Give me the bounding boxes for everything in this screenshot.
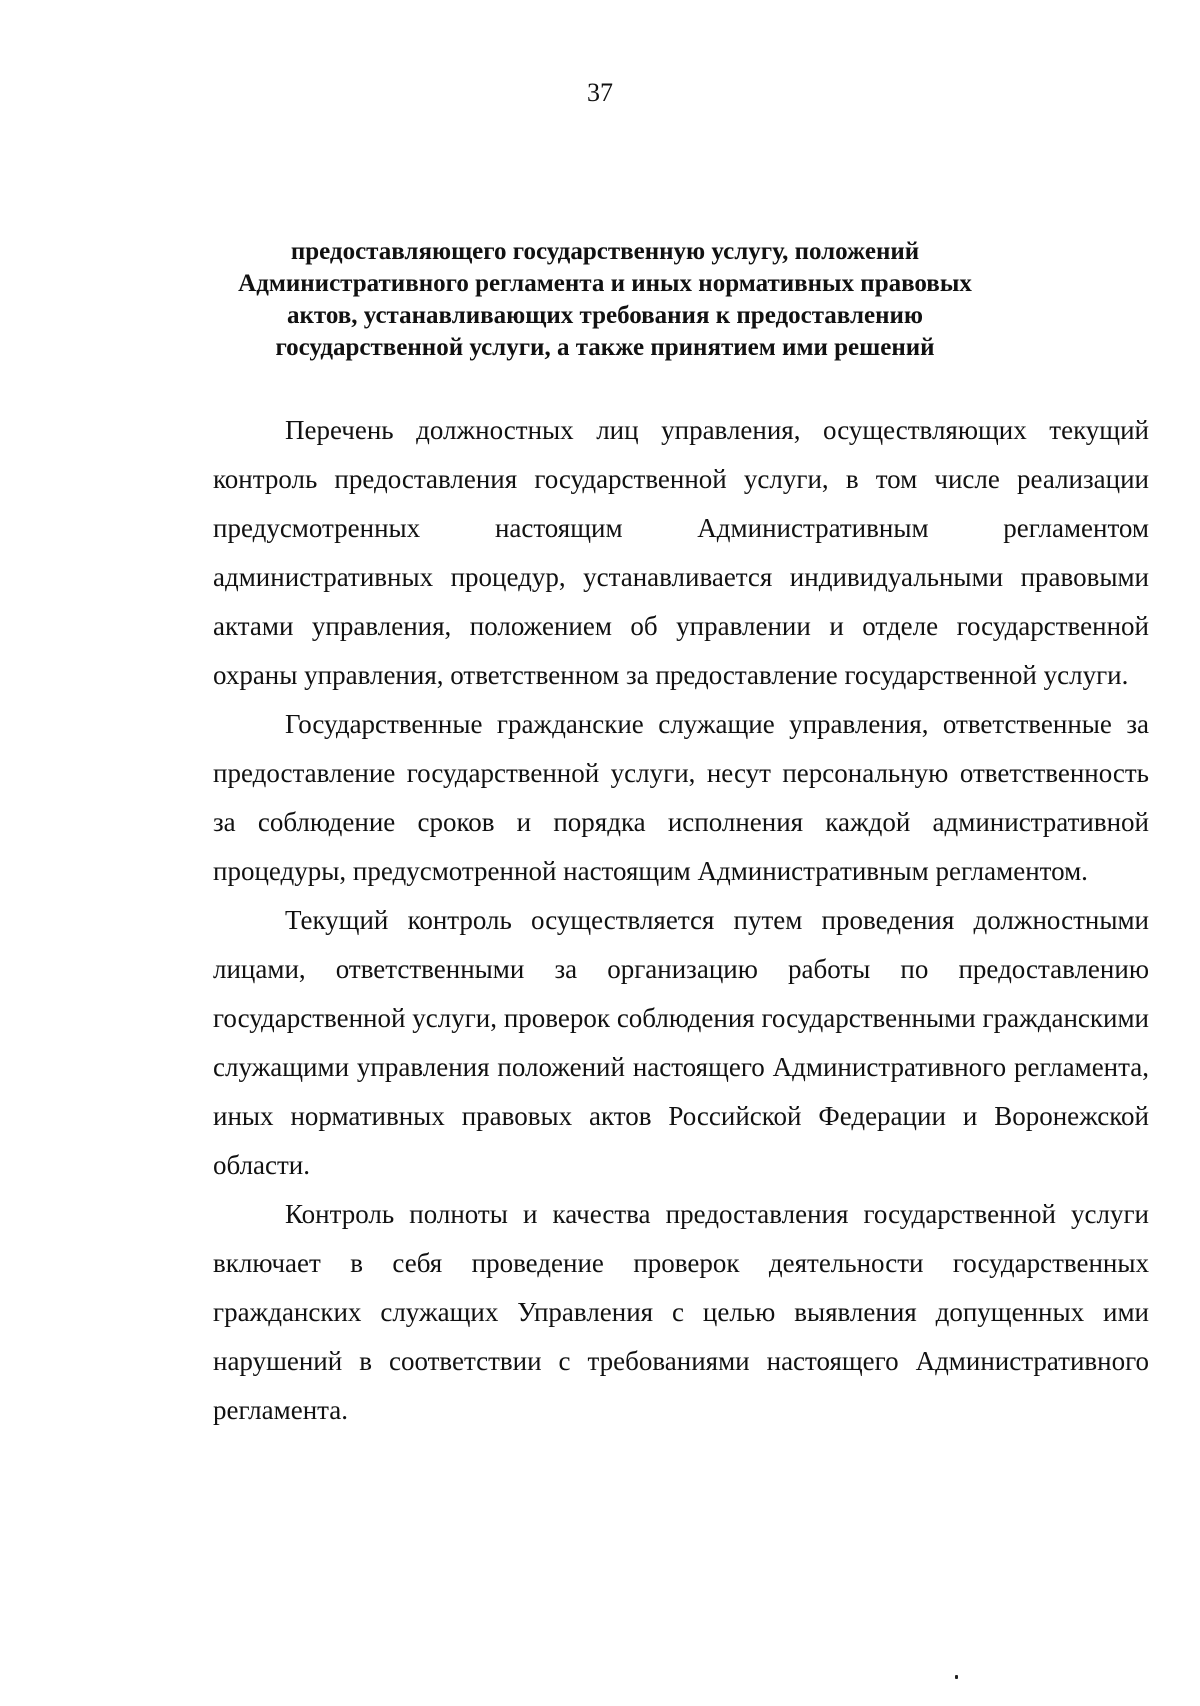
paragraph-current-control: Текущий контроль осуществляется путем проведения должностными лицами, ответственными за организацию работы по предоставлению государственной услуги, проверок соблюдения государственными гражданскими служащими управления положений настоящего Административного регламента, иных нормативных правовых актов Российской Федерации и Воронежской области. — [213, 905, 1149, 1180]
paragraph-quality-control: Контроль полноты и качества предоставления государственной услуги включает в себя проведение проверок деятельности государственных гражданских служащих Управления с целью выявления допущенных ими нарушений в соответствии с требованиями настоящего Административного регламента. — [213, 1199, 1149, 1425]
paragraph-officials-list: Перечень должностных лиц управления, осуществляющих текущий контроль предоставления государственной услуги, в том числе реализации предусмотренных настоящим Административным регламентом административных процедур, устанавливается индивидуальными правовыми актами управления, положением об управлении и отделе государственной охраны управления, ответственном за предоставление государственной услуги. — [213, 415, 1149, 690]
page-number: 37 — [587, 78, 613, 107]
paragraph-civil-servants-responsibility: Государственные гражданские служащие управления, ответственные за предоставление государственной услуги, несут персональную ответственность за соблюдение сроков и порядка исполнения каждой административной процедуры, предусмотренной настоящим Административным регламентом. — [213, 709, 1149, 886]
document-body — [213, 406, 1149, 1435]
scan-speck — [955, 1675, 958, 1679]
section-heading: предоставляющего государственную услугу, положений Административного регламента и иных нормативных правовых актов, устанавливающих требования к предоставлению государственной услуги, а также принятием ими решений — [238, 238, 972, 361]
